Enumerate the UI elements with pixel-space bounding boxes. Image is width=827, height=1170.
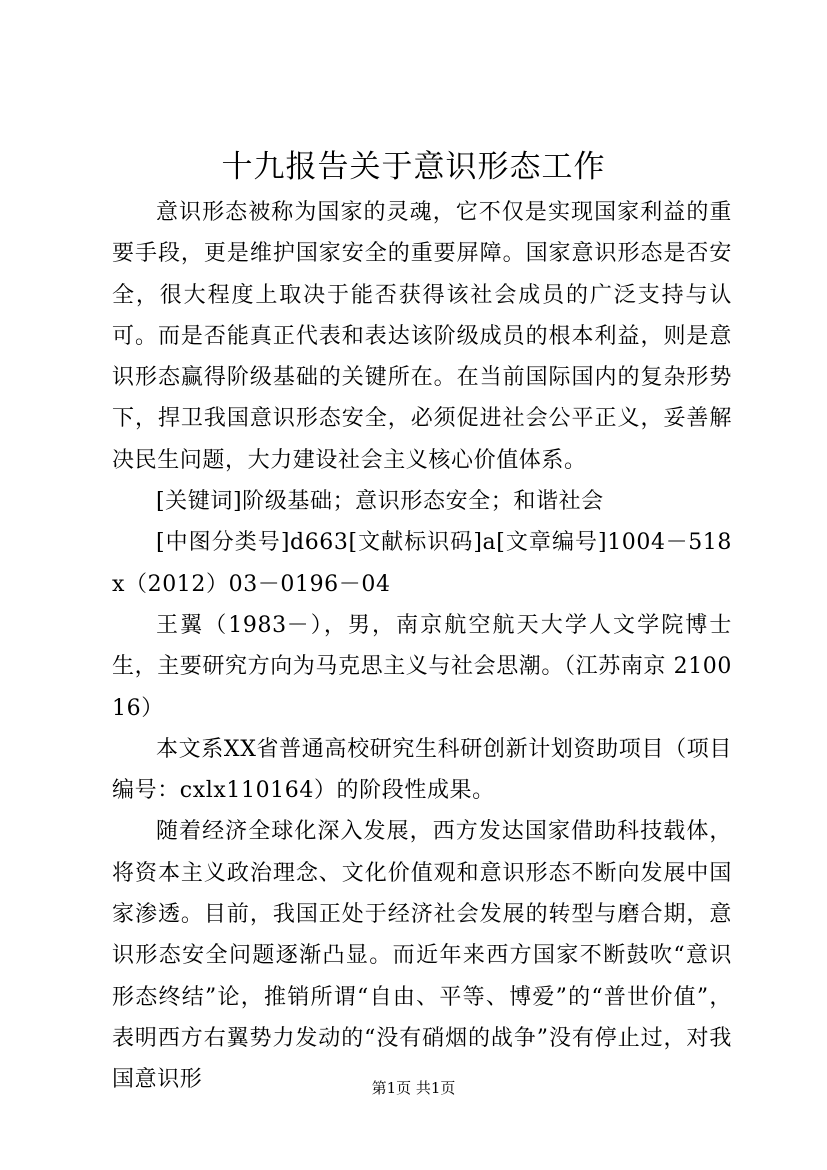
abstract-paragraph: 意识形态被称为国家的灵魂，它不仅是实现国家利益的重要手段，更是维护国家安全的重要屏障。国家意识形态是否安全，很大程度上取决于能否获得该社会成员的广泛支持与认可。而是否能真正代表和表达该阶级成员的根本利益，则是意识形态赢得阶级基础的关键所在。在当前国际国内的复杂形势下，捍卫我国意识形态安全，必须促进社会公平正义，妥善解决民生问题，大力建设社会主义核心价值体系。 [112,200,732,473]
document-body [112,192,732,1101]
document-title: 十九报告关于意识形态工作 [221,149,606,185]
funding-paragraph: 本文系XX省普通高校研究生科研创新计划资助项目（项目编号：cxlx110164）的阶段性成果。 [112,736,732,804]
page-number: 第1页 共1页 [371,1079,456,1097]
author-paragraph: 王翼（1983－），男，南京航空航天大学人文学院博士生，主要研究方向为马克思主义与社会思潮。（江苏南京 210016） [112,612,732,721]
keywords-paragraph: [关键词]阶级基础；意识形态安全；和谐社会 [156,489,604,515]
body-paragraph: 随着经济全球化深入发展，西方发达国家借助科技载体，将资本主义政治理念、文化价值观和意识形态不断向发展中国家渗透。目前，我国正处于经济社会发展的转型与磨合期，意识形态安全问题逐渐凸显。而近年来西方国家不断鼓吹“意识形态终结”论，推销所谓“自由、平等、博爱”的“普世价值”，表明西方右翼势力发动的“没有硝烟的战争”没有停止过，对我国意识形 [112,819,732,1093]
classification-paragraph: [中图分类号]d663[文献标识码]a[文章编号]1004－518x（2012）03－0196－04 [112,530,732,597]
